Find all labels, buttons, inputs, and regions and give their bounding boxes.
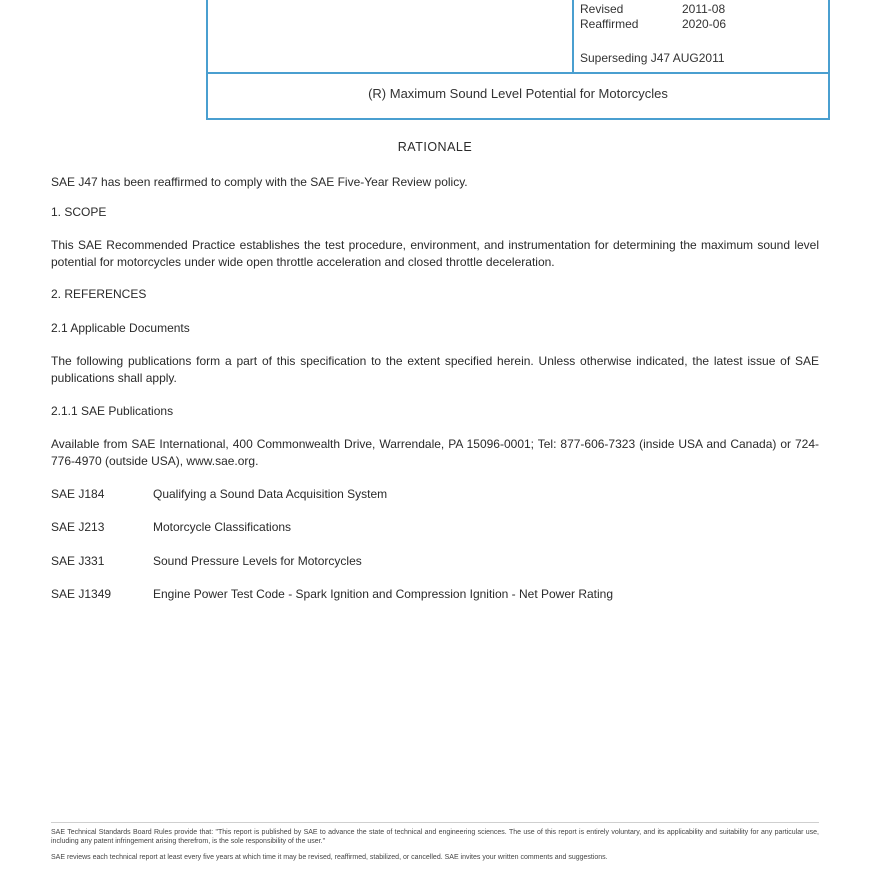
reference-item xyxy=(51,554,362,568)
references-heading: 2. REFERENCES xyxy=(51,287,147,301)
scope-heading: 1. SCOPE xyxy=(51,205,107,219)
reference-item xyxy=(51,487,387,501)
reference-code: SAE J213 xyxy=(51,520,105,534)
reference-code: SAE J184 xyxy=(51,487,105,501)
reference-title: Motorcycle Classifications xyxy=(153,520,292,534)
reference-item xyxy=(51,587,613,601)
superseding-note: Superseding J47 AUG2011 xyxy=(580,51,725,65)
revised-label: Revised xyxy=(580,2,624,16)
reference-code: SAE J331 xyxy=(51,554,105,568)
scope-text: This SAE Recommended Practice establishes the test procedure, environment, and instrumentation for determining the maximum sound level potential for motorcycles under wide open throttle acceleration and closed throttle deceleration. xyxy=(51,238,819,269)
sae-publications-heading: 2.1.1 SAE Publications xyxy=(51,404,174,418)
reaffirmed-value: 2020-06 xyxy=(682,17,727,31)
rationale-text: SAE J47 has been reaffirmed to comply with the SAE Five-Year Review policy. xyxy=(51,175,468,189)
rationale-heading: RATIONALE xyxy=(397,140,473,154)
revised-row xyxy=(580,2,725,16)
footer-divider xyxy=(51,822,819,823)
reference-title: Engine Power Test Code - Spark Ignition and Compression Ignition - Net Power Rating xyxy=(153,587,614,601)
applicable-documents-text: The following publications form a part of this specification to the extent specified herein. Unless otherwise indicated, the latest issue of SAE publications shall apply. xyxy=(51,354,819,385)
sae-publications-text: Available from SAE International, 400 Commonwealth Drive, Warrendale, PA 15096-0001; Tel: 877-606-7323 (inside USA and Canada) or 724-776-4970 (outside USA), www.sae.org. xyxy=(51,437,819,468)
reference-item xyxy=(51,520,291,534)
document-title: (R) Maximum Sound Level Potential for Motorcycles xyxy=(368,86,668,101)
reference-title: Sound Pressure Levels for Motorcycles xyxy=(153,554,362,568)
reaffirmed-row xyxy=(580,17,726,31)
reaffirmed-label: Reaffirmed xyxy=(580,17,639,31)
applicable-documents-heading: 2.1 Applicable Documents xyxy=(51,321,190,335)
reference-title: Qualifying a Sound Data Acquisition System xyxy=(153,487,388,501)
header-divider xyxy=(572,0,574,72)
header-top-section xyxy=(208,0,828,74)
reference-code: SAE J1349 xyxy=(51,587,112,601)
footer-review-notice: SAE reviews each technical report at least every five years at which time it may be revised, reaffirmed, stabilized, or cancelled. SAE invites your written comments and suggestions. xyxy=(51,854,608,861)
footer-notice: SAE Technical Standards Board Rules provide that: "This report is published by SAE to advance the state of technical and engineering sciences. The use of this report is entirely voluntary, and its applicability and suitability for any particular use, including any patent infringement arising therefrom, is the sole responsibility of the user." xyxy=(51,829,819,845)
revised-value: 2011-08 xyxy=(682,2,726,16)
document-header-box xyxy=(206,0,830,120)
